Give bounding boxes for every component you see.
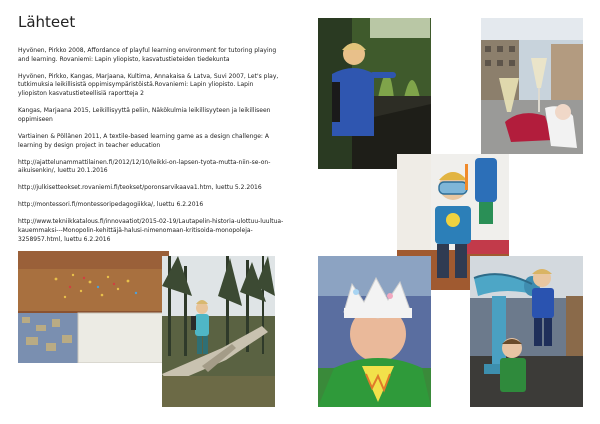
photo-child-forest [162, 256, 275, 407]
reference-link: http://julkisetteokset.rovaniemi.fi/teokset/poronsarvikaava1.htm, luettu 5.2.2016 [18, 184, 262, 192]
reference-link: http://www.tekniikkatalous.fi/innovaatiot/2015-02-19/Lautapelin-historia-ulottuu-luultua-kauemmaksi---Monopolin-kehittäjä-halusi-nimenomaan-kritisoida-monopoleja-3258957.html, luettu 6.2.2016 [18, 218, 284, 243]
reference-item: Kangas, Marjaana 2015, Leikillisyyttä peliin, Näkökulmia leikillisyyteen ja leikilliseen oppimiseen [18, 107, 271, 123]
page-title: Lähteet [18, 13, 76, 31]
photo-child-crown [318, 256, 431, 407]
reference-link: http://montessori.fi/montessoripedagogiikka/, luettu 6.2.2016 [18, 201, 204, 209]
photo-children-binoculars [470, 256, 583, 407]
reference-item: Hyvönen, Pirkko, Kangas, Marjaana, Kultima, Annakaisa & Latva, Suvi 2007, Let's play, tutkimuksia leikillisistä oppimisympäristöistä.Rovaniemi: Lapin yliopisto. Lapin yliopiston kasvatustieteellisiä raportteja 2 [18, 72, 279, 98]
reference-item: Vartiainen & Pöllänen 2011, A textile-based learning game as a design challenge: A learning by design project in teacher education [18, 132, 269, 149]
photo-champagne-glass [481, 18, 583, 154]
reference-link: http://ajattelunammattilainen.fi/2012/12/10/leikki-on-lapsen-tyota-mutta-niin-se-on-aikuisenkin/, luettu 20.1.2016 [18, 158, 271, 175]
reference-item: Hyvönen, Pirkko 2008, Affordance of playful learning environment for tutoring playing and learning. Rovaniemi: Lapin yliopisto, kasvatustieteiden tiedekunta [18, 47, 277, 63]
reference-list [18, 47, 284, 253]
photo-game-board [18, 251, 169, 363]
photo-child-aquarium [318, 18, 431, 169]
